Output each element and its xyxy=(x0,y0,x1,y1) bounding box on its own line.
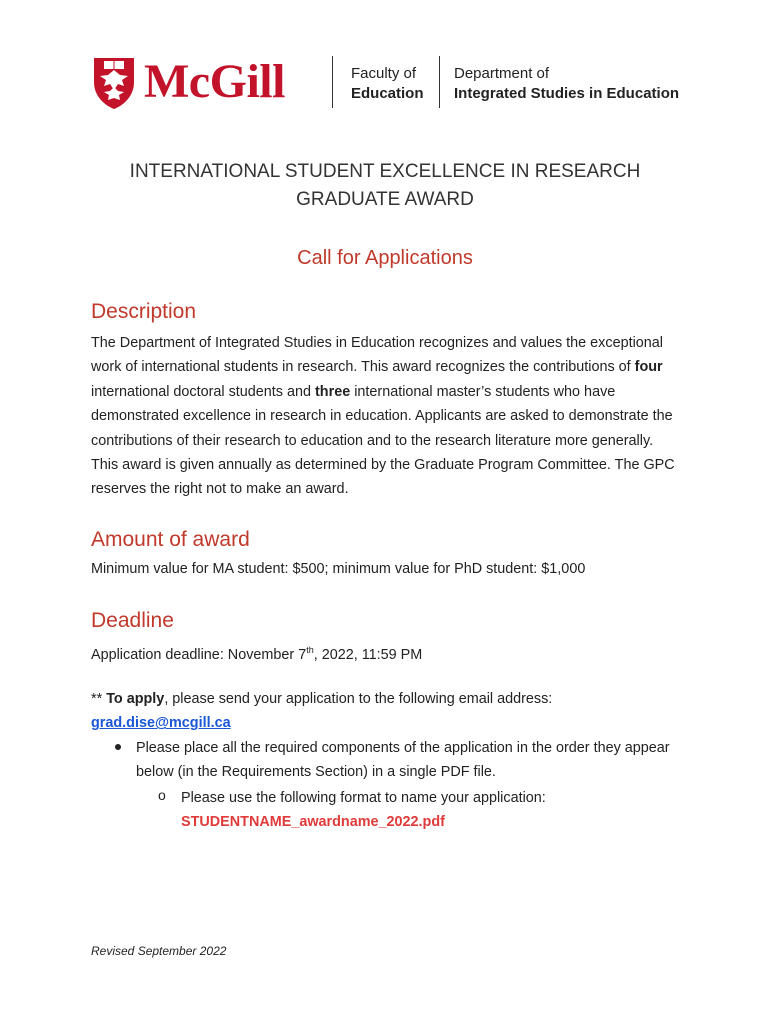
sub-bullet-icon: o xyxy=(158,787,166,803)
department-label xyxy=(454,64,679,104)
document-title xyxy=(0,158,770,214)
three-emphasis: three xyxy=(315,383,351,400)
description-heading: Description xyxy=(91,300,197,323)
faculty-line2: Education xyxy=(351,85,424,102)
list-item: Please place all the required components of the application in the order they appear below (in the Requirements Section) in a single PDF file. xyxy=(136,740,670,781)
department-line2: Integrated Studies in Education xyxy=(454,85,680,102)
apply-instructions: ** To apply, please send your application to the following email address: grad.dise@mcgill.ca xyxy=(91,691,553,732)
title-line1: INTERNATIONAL STUDENT EXCELLENCE IN RESEARCH xyxy=(129,161,641,182)
four-emphasis: four xyxy=(634,359,663,376)
sub-list-item: Please use the following format to name your application: STUDENTNAME_awardname_2022.pdf xyxy=(181,786,661,835)
header-logo xyxy=(92,54,692,110)
header-divider xyxy=(439,56,440,108)
bullet-icon xyxy=(115,744,121,750)
revision-note: Revised September 2022 xyxy=(91,944,227,958)
title-line2: GRADUATE AWARD xyxy=(296,189,474,210)
header-divider xyxy=(332,56,333,108)
amount-heading: Amount of award xyxy=(91,528,250,551)
description-text: The Department of Integrated Studies in Education recognizes and values the exceptional work of international students in research. This award recognizes the contributions of four international doctoral students and three international master’s students who have demonstrated excellence in research in education. Applicants are asked to demonstrate the contributions of their research to education and to the research literature more generally. This award is given annually as determined by the Graduate Program Committee. The GPC reserves the right not to make an award. xyxy=(91,335,675,498)
department-line1: Department of xyxy=(454,65,550,82)
call-for-applications: Call for Applications xyxy=(297,247,473,269)
mcgill-wordmark: McGill xyxy=(144,55,285,108)
mcgill-crest-icon xyxy=(92,56,136,110)
faculty-line1: Faculty of xyxy=(351,65,417,82)
filename-format: STUDENTNAME_awardname_2022.pdf xyxy=(181,814,445,831)
deadline-heading: Deadline xyxy=(91,609,174,632)
deadline-text: Application deadline: November 7th, 2022, 11:59 PM xyxy=(91,645,423,663)
amount-text: Minimum value for MA student: $500; minimum value for PhD student: $1,000 xyxy=(91,561,586,577)
to-apply-emphasis: To apply xyxy=(106,691,165,707)
email-link[interactable]: grad.dise@mcgill.ca xyxy=(91,715,231,732)
faculty-label xyxy=(351,64,424,104)
